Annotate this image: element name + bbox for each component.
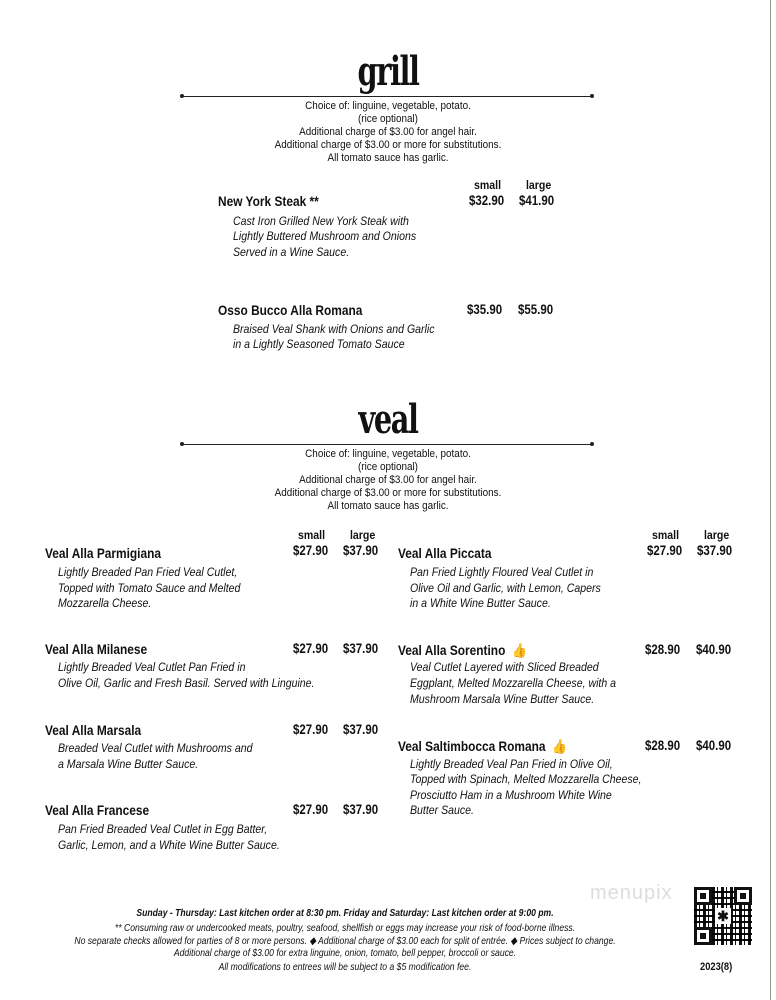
- thumbs-up-icon: 👍: [512, 642, 527, 658]
- item-desc: Lightly Breaded Pan Fried Veal Cutlet,: [58, 565, 238, 579]
- divider: [182, 96, 592, 97]
- price-large: $41.90: [519, 193, 555, 208]
- size-header-small: small: [474, 178, 502, 192]
- note: All tomato sauce has garlic.: [327, 500, 449, 512]
- item-desc: Butter Sauce.: [410, 803, 474, 817]
- note: Additional charge of $3.00 or more for substitutions.: [274, 139, 502, 151]
- price-large: $55.90: [518, 302, 554, 317]
- item-name: New York Steak **: [218, 193, 319, 209]
- price-small: $27.90: [293, 543, 329, 558]
- price-small: $28.90: [645, 738, 681, 753]
- size-header-small: small: [652, 528, 680, 542]
- price-large: $37.90: [697, 543, 733, 558]
- item-desc: Lightly Breaded Veal Pan Fried in Olive Oil,: [410, 757, 613, 771]
- item-desc: Pan Fried Lightly Floured Veal Cutlet in: [410, 565, 594, 579]
- note: All tomato sauce has garlic.: [327, 152, 449, 164]
- note: Additional charge of $3.00 or more for substitutions.: [274, 487, 502, 499]
- item-desc: Veal Cutlet Layered with Sliced Breaded: [410, 660, 599, 674]
- price-small: $32.90: [469, 193, 505, 208]
- item-name: Veal Alla Francese: [45, 802, 150, 818]
- item-desc: Lightly Buttered Mushroom and Onions: [233, 229, 417, 243]
- qr-finder: [734, 887, 752, 905]
- price-small: $27.90: [647, 543, 683, 558]
- item-desc: Topped with Spinach, Melted Mozzarella Cheese,: [410, 772, 642, 786]
- note: Choice of: linguine, vegetable, potato.: [305, 448, 471, 460]
- footer-note: ** Consuming raw or undercooked meats, poultry, seafood, shellfish or eggs may increase your risk of food-borne illness.: [114, 922, 576, 934]
- note: Additional charge of $3.00 for angel hair.: [299, 126, 477, 138]
- section-title-grill: grill: [357, 48, 419, 95]
- item-name: Osso Bucco Alla Romana: [218, 302, 363, 318]
- qr-finder: [694, 927, 712, 945]
- item-desc: Served in a Wine Sauce.: [233, 245, 350, 259]
- item-name-text: Veal Alla Sorentino: [398, 642, 506, 658]
- item-name: Veal Alla Milanese: [45, 641, 148, 657]
- note: (rice optional): [358, 461, 418, 473]
- price-large: $37.90: [343, 543, 379, 558]
- watermark: menupix: [590, 882, 673, 904]
- item-name: Veal Alla Piccata: [398, 545, 492, 561]
- footer-note: All modifications to entrees will be subject to a $5 modification fee.: [218, 961, 472, 973]
- item-desc: Olive Oil, Garlic and Fresh Basil. Served with Linguine.: [58, 676, 315, 690]
- note: Choice of: linguine, vegetable, potato.: [305, 100, 471, 112]
- size-header-large: large: [350, 528, 376, 542]
- item-desc: a Marsala Wine Butter Sauce.: [58, 757, 199, 771]
- qr-center-icon: ✱: [715, 908, 731, 924]
- item-desc: in a White Wine Butter Sauce.: [410, 596, 551, 610]
- footer-note: No separate checks allowed for parties of 8 or more persons. ◆ Additional charge of $3.00 each for split of entrée. ◆ Prices subject to change.: [74, 935, 616, 947]
- divider: [182, 444, 592, 445]
- footer-note: Additional charge of $3.00 for extra linguine, onion, tomato, bell pepper, broccoli or sauce.: [173, 947, 517, 959]
- item-desc: Garlic, Lemon, and a White Wine Butter Sauce.: [58, 838, 280, 852]
- price-small: $27.90: [293, 802, 329, 817]
- item-desc: Cast Iron Grilled New York Steak with: [233, 214, 409, 228]
- page-edge: [770, 0, 771, 1000]
- note: Additional charge of $3.00 for angel hair.: [299, 474, 477, 486]
- price-small: $35.90: [467, 302, 503, 317]
- price-large: $40.90: [696, 642, 732, 657]
- kitchen-hours: Sunday - Thursday: Last kitchen order at 8:30 pm. Friday and Saturday: Last kitchen order at 9:00 pm.: [136, 907, 554, 919]
- item-desc: Eggplant, Melted Mozzarella Cheese, with a: [410, 676, 617, 690]
- price-large: $37.90: [343, 641, 379, 656]
- thumbs-up-icon: 👍: [552, 738, 568, 754]
- item-desc: Breaded Veal Cutlet with Mushrooms and: [58, 741, 253, 755]
- price-large: $37.90: [343, 802, 379, 817]
- size-header-large: large: [526, 178, 552, 192]
- item-name: Veal Alla Marsala: [45, 722, 142, 738]
- price-small: $27.90: [293, 722, 329, 737]
- item-name: [398, 642, 527, 659]
- item-desc: Pan Fried Breaded Veal Cutlet in Egg Batter,: [58, 822, 268, 836]
- menu-version: 2023(8): [700, 961, 733, 973]
- item-name: Veal Alla Parmigiana: [45, 545, 161, 561]
- item-desc: Lightly Breaded Veal Cutlet Pan Fried in: [58, 660, 246, 674]
- item-desc: Braised Veal Shank with Onions and Garlic: [233, 322, 435, 336]
- size-header-large: large: [704, 528, 730, 542]
- price-small: $27.90: [293, 641, 329, 656]
- qr-finder: [694, 887, 712, 905]
- size-header-small: small: [298, 528, 326, 542]
- item-desc: Topped with Tomato Sauce and Melted: [58, 581, 241, 595]
- item-desc: Mushroom Marsala Wine Butter Sauce.: [410, 692, 595, 706]
- price-large: $40.90: [696, 738, 732, 753]
- note: (rice optional): [358, 113, 418, 125]
- price-small: $28.90: [645, 642, 681, 657]
- item-desc: Prosciutto Ham in a Mushroom White Wine: [410, 788, 612, 802]
- price-large: $37.90: [343, 722, 379, 737]
- section-title-veal: veal: [358, 396, 418, 443]
- item-desc: Olive Oil and Garlic, with Lemon, Capers: [410, 581, 601, 595]
- item-name: [398, 738, 567, 755]
- qr-code[interactable]: [694, 887, 752, 945]
- item-desc: in a Lightly Seasoned Tomato Sauce: [233, 337, 405, 351]
- item-name-text: Veal Saltimbocca Romana: [398, 738, 546, 754]
- item-desc: Mozzarella Cheese.: [58, 596, 152, 610]
